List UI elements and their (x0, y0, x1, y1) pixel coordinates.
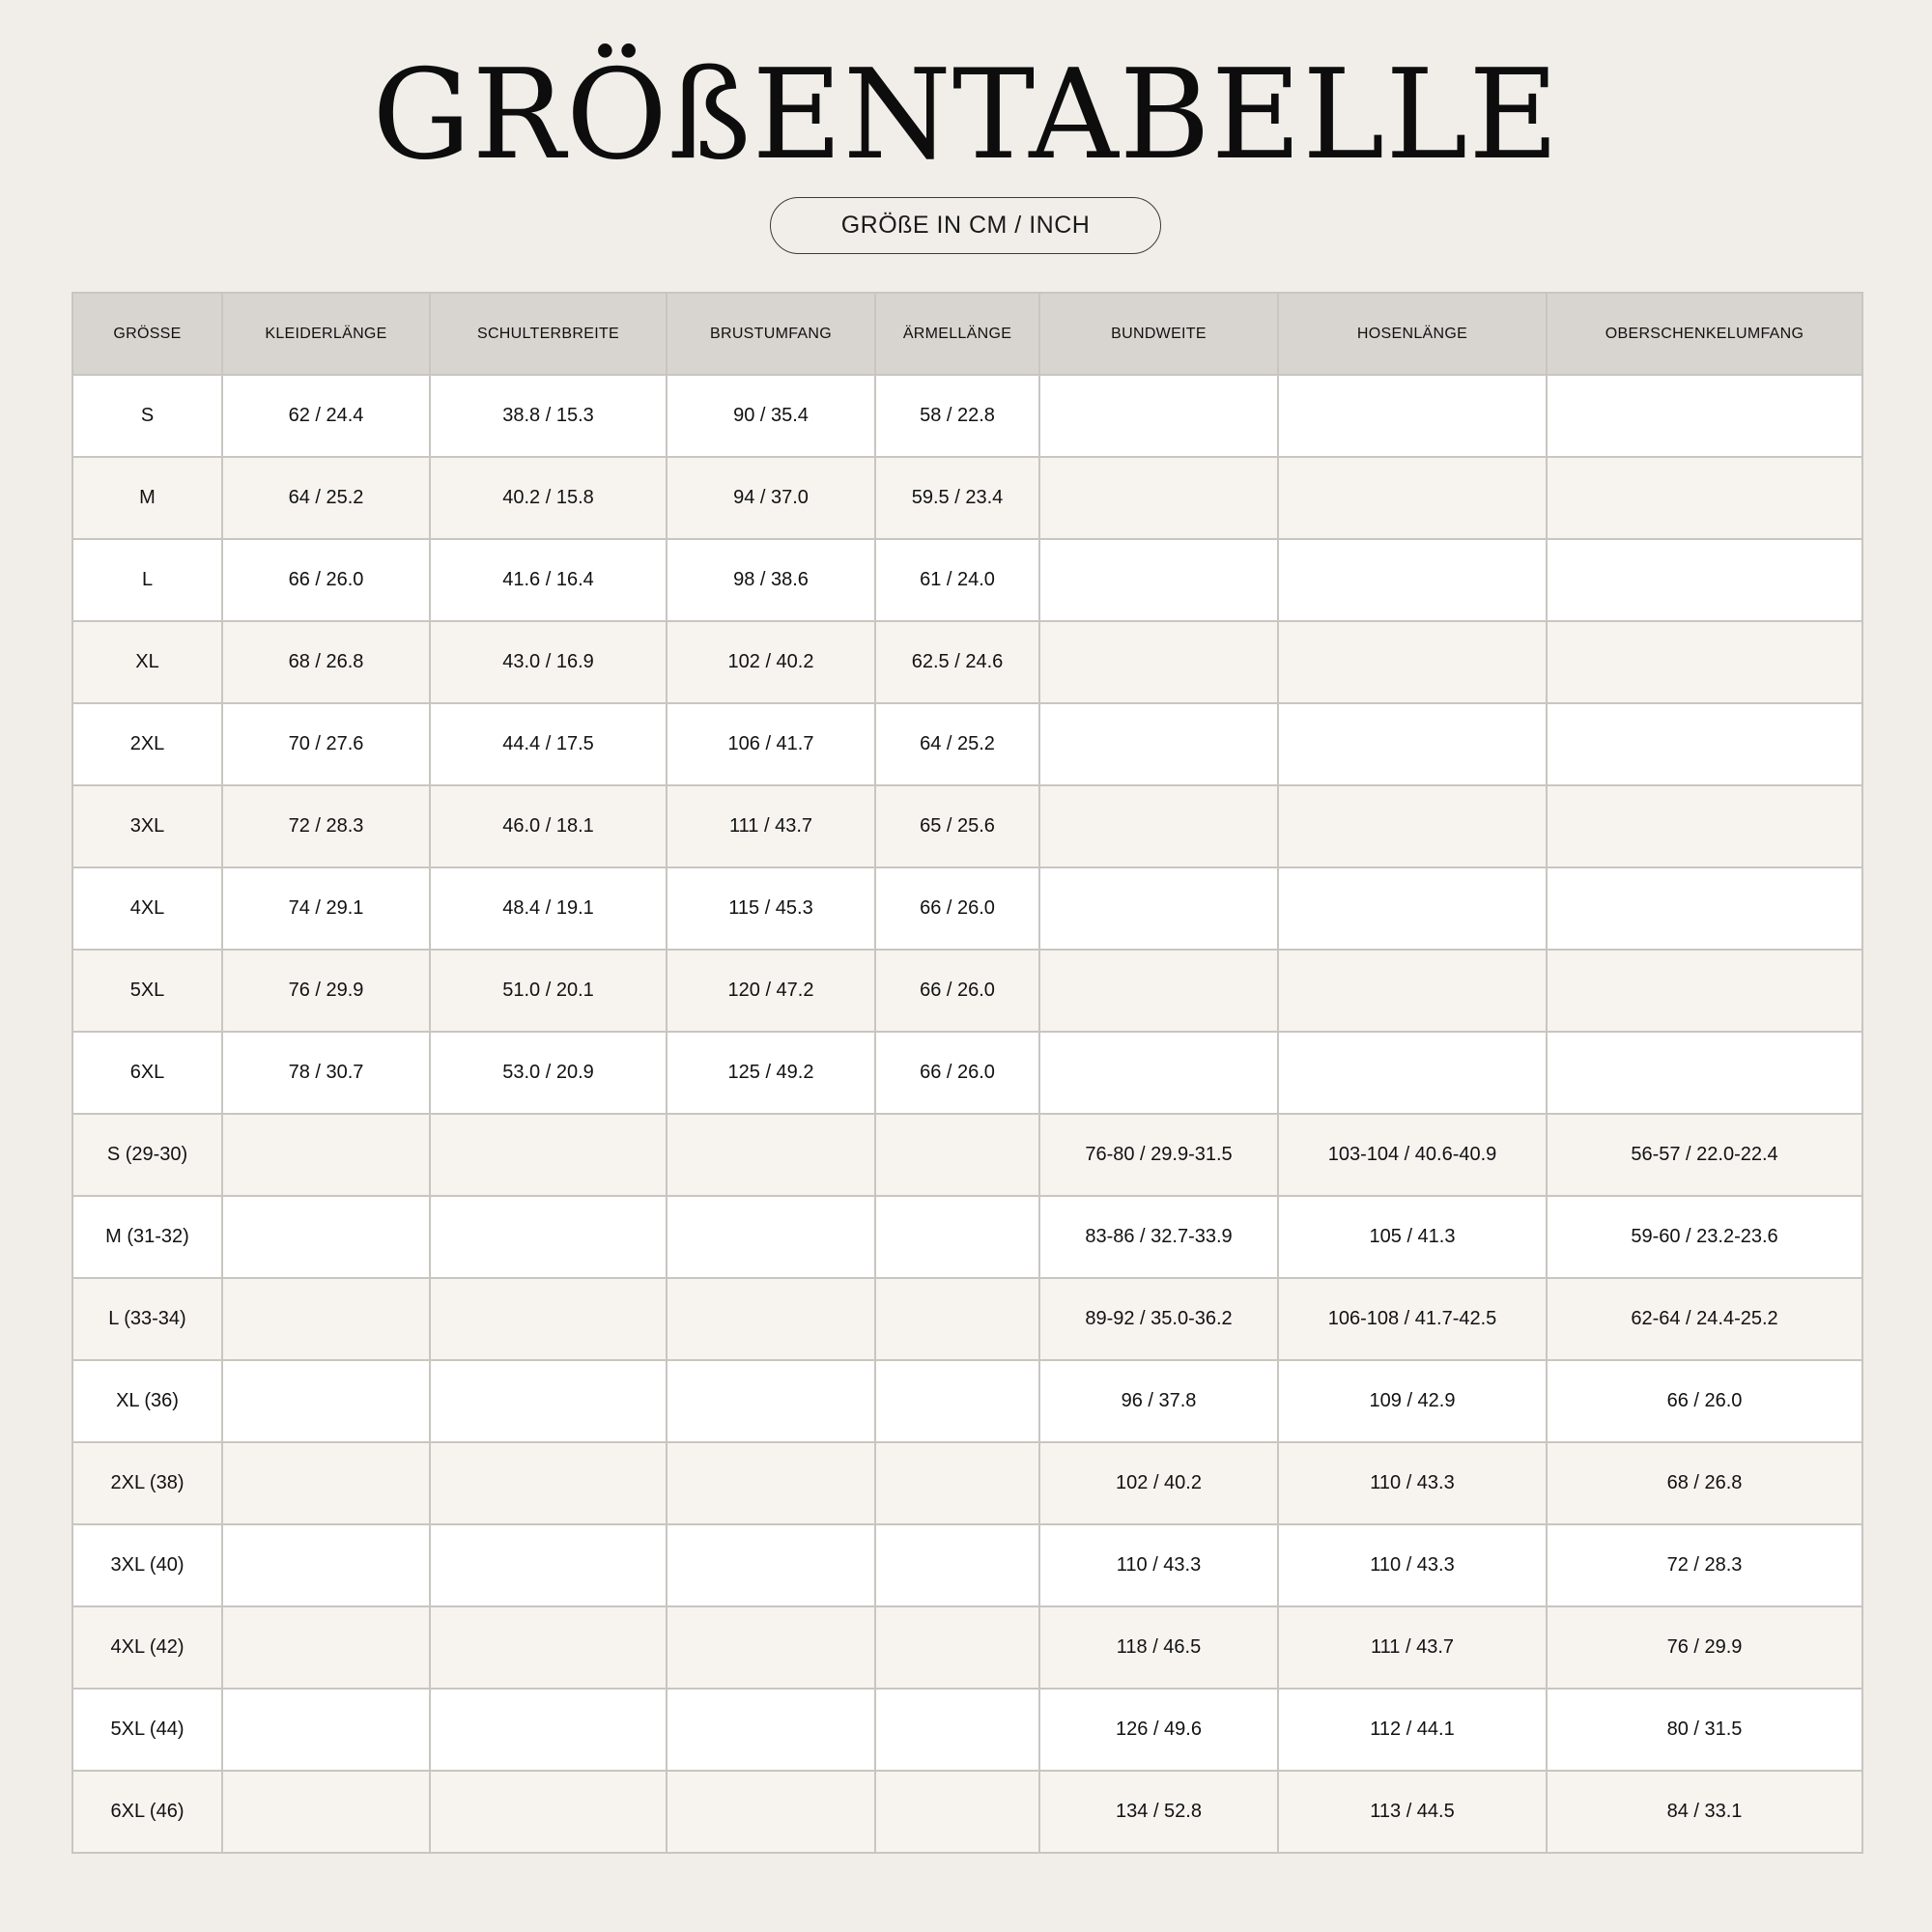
measurement-cell: 61 / 24.0 (875, 539, 1039, 621)
measurement-cell: 62-64 / 24.4-25.2 (1547, 1278, 1862, 1360)
measurement-cell (1547, 457, 1862, 539)
measurement-cell: 105 / 41.3 (1278, 1196, 1547, 1278)
size-cell: 5XL (44) (72, 1689, 222, 1771)
measurement-cell (430, 1360, 667, 1442)
page-title: GRÖßENTABELLE (372, 43, 1560, 187)
measurement-cell: 110 / 43.3 (1278, 1524, 1547, 1606)
size-cell: S (72, 375, 222, 457)
measurement-cell: 62 / 24.4 (222, 375, 430, 457)
measurement-cell (1547, 950, 1862, 1032)
measurement-cell (1278, 457, 1547, 539)
header-thigh: OBERSCHENKELUMFANG (1547, 293, 1862, 375)
header-shoulder-width: SCHULTERBREITE (430, 293, 667, 375)
size-cell: 2XL (38) (72, 1442, 222, 1524)
size-cell: 3XL (72, 785, 222, 867)
measurement-cell: 64 / 25.2 (875, 703, 1039, 785)
measurement-cell: 89-92 / 35.0-36.2 (1039, 1278, 1278, 1360)
measurement-cell (667, 1196, 875, 1278)
table-row (72, 1114, 1862, 1196)
measurement-cell (222, 1524, 430, 1606)
table-row (72, 867, 1862, 950)
table-row (72, 1196, 1862, 1278)
header-dress-length: KLEIDERLÄNGE (222, 293, 430, 375)
measurement-cell (222, 1771, 430, 1853)
measurement-cell (430, 1196, 667, 1278)
measurement-cell (875, 1360, 1039, 1442)
size-cell: S (29-30) (72, 1114, 222, 1196)
measurement-cell: 125 / 49.2 (667, 1032, 875, 1114)
table-row (72, 1032, 1862, 1114)
table-body (72, 375, 1862, 1853)
measurement-cell (222, 1360, 430, 1442)
measurement-cell (430, 1524, 667, 1606)
measurement-cell (1039, 375, 1278, 457)
measurement-cell (667, 1442, 875, 1524)
measurement-cell (667, 1689, 875, 1771)
measurement-cell: 112 / 44.1 (1278, 1689, 1547, 1771)
measurement-cell (667, 1771, 875, 1853)
measurement-cell: 98 / 38.6 (667, 539, 875, 621)
table-row (72, 1278, 1862, 1360)
measurement-cell (1278, 785, 1547, 867)
measurement-cell (1547, 621, 1862, 703)
measurement-cell (1039, 457, 1278, 539)
unit-label-badge: GRÖßE IN CM / INCH (770, 197, 1161, 254)
measurement-cell: 96 / 37.8 (1039, 1360, 1278, 1442)
measurement-cell: 110 / 43.3 (1278, 1442, 1547, 1524)
measurement-cell: 43.0 / 16.9 (430, 621, 667, 703)
table-row (72, 375, 1862, 457)
header-row (72, 293, 1862, 375)
measurement-cell: 66 / 26.0 (875, 1032, 1039, 1114)
measurement-cell: 38.8 / 15.3 (430, 375, 667, 457)
measurement-cell (222, 1689, 430, 1771)
measurement-cell (1547, 375, 1862, 457)
header-waist: BUNDWEITE (1039, 293, 1278, 375)
measurement-cell: 46.0 / 18.1 (430, 785, 667, 867)
measurement-cell (430, 1771, 667, 1853)
measurement-cell: 51.0 / 20.1 (430, 950, 667, 1032)
table-row (72, 950, 1862, 1032)
table-row (72, 539, 1862, 621)
measurement-cell (1039, 539, 1278, 621)
measurement-cell (875, 1606, 1039, 1689)
measurement-cell (875, 1689, 1039, 1771)
size-cell: 6XL (72, 1032, 222, 1114)
size-table (71, 292, 1863, 1854)
measurement-cell: 102 / 40.2 (1039, 1442, 1278, 1524)
header-sleeve-length: ÄRMELLÄNGE (875, 293, 1039, 375)
size-cell: L (33-34) (72, 1278, 222, 1360)
measurement-cell: 74 / 29.1 (222, 867, 430, 950)
measurement-cell: 106 / 41.7 (667, 703, 875, 785)
header-bust: BRUSTUMFANG (667, 293, 875, 375)
measurement-cell: 66 / 26.0 (1547, 1360, 1862, 1442)
measurement-cell (667, 1606, 875, 1689)
size-cell: 2XL (72, 703, 222, 785)
measurement-cell: 68 / 26.8 (222, 621, 430, 703)
size-cell: 4XL (72, 867, 222, 950)
table-row (72, 1689, 1862, 1771)
measurement-cell: 78 / 30.7 (222, 1032, 430, 1114)
measurement-cell: 66 / 26.0 (222, 539, 430, 621)
measurement-cell (875, 1278, 1039, 1360)
measurement-cell: 84 / 33.1 (1547, 1771, 1862, 1853)
measurement-cell: 59.5 / 23.4 (875, 457, 1039, 539)
measurement-cell (1039, 703, 1278, 785)
measurement-cell (430, 1606, 667, 1689)
measurement-cell: 65 / 25.6 (875, 785, 1039, 867)
size-cell: XL (72, 621, 222, 703)
measurement-cell (222, 1278, 430, 1360)
measurement-cell (1547, 867, 1862, 950)
measurement-cell: 109 / 42.9 (1278, 1360, 1547, 1442)
measurement-cell (875, 1771, 1039, 1853)
measurement-cell: 76-80 / 29.9-31.5 (1039, 1114, 1278, 1196)
measurement-cell (430, 1689, 667, 1771)
measurement-cell (1278, 1032, 1547, 1114)
measurement-cell (875, 1442, 1039, 1524)
measurement-cell (1039, 785, 1278, 867)
measurement-cell: 66 / 26.0 (875, 950, 1039, 1032)
measurement-cell (1039, 867, 1278, 950)
measurement-cell (1547, 539, 1862, 621)
measurement-cell (1039, 1032, 1278, 1114)
measurement-cell (1278, 375, 1547, 457)
measurement-cell: 70 / 27.6 (222, 703, 430, 785)
measurement-cell (875, 1114, 1039, 1196)
measurement-cell (1278, 539, 1547, 621)
measurement-cell: 103-104 / 40.6-40.9 (1278, 1114, 1547, 1196)
measurement-cell (875, 1196, 1039, 1278)
measurement-cell: 118 / 46.5 (1039, 1606, 1278, 1689)
measurement-cell (1039, 950, 1278, 1032)
measurement-cell: 111 / 43.7 (1278, 1606, 1547, 1689)
measurement-cell: 58 / 22.8 (875, 375, 1039, 457)
measurement-cell: 94 / 37.0 (667, 457, 875, 539)
measurement-cell: 111 / 43.7 (667, 785, 875, 867)
size-cell: XL (36) (72, 1360, 222, 1442)
measurement-cell: 64 / 25.2 (222, 457, 430, 539)
size-cell: 3XL (40) (72, 1524, 222, 1606)
measurement-cell: 62.5 / 24.6 (875, 621, 1039, 703)
measurement-cell (1278, 621, 1547, 703)
measurement-cell (1278, 703, 1547, 785)
size-cell: M (72, 457, 222, 539)
table-row (72, 703, 1862, 785)
table-row (72, 1606, 1862, 1689)
header-size: GRÖSSE (72, 293, 222, 375)
measurement-cell (1278, 950, 1547, 1032)
measurement-cell (1278, 867, 1547, 950)
size-cell: 5XL (72, 950, 222, 1032)
measurement-cell: 90 / 35.4 (667, 375, 875, 457)
measurement-cell: 68 / 26.8 (1547, 1442, 1862, 1524)
size-cell: 4XL (42) (72, 1606, 222, 1689)
table-row (72, 457, 1862, 539)
measurement-cell: 56-57 / 22.0-22.4 (1547, 1114, 1862, 1196)
measurement-cell (1039, 621, 1278, 703)
measurement-cell (222, 1114, 430, 1196)
measurement-cell (430, 1114, 667, 1196)
measurement-cell: 53.0 / 20.9 (430, 1032, 667, 1114)
measurement-cell: 110 / 43.3 (1039, 1524, 1278, 1606)
size-cell: 6XL (46) (72, 1771, 222, 1853)
measurement-cell (222, 1606, 430, 1689)
measurement-cell: 40.2 / 15.8 (430, 457, 667, 539)
measurement-cell (222, 1442, 430, 1524)
header-pants-length: HOSENLÄNGE (1278, 293, 1547, 375)
measurement-cell (1547, 703, 1862, 785)
measurement-cell: 72 / 28.3 (1547, 1524, 1862, 1606)
measurement-cell: 106-108 / 41.7-42.5 (1278, 1278, 1547, 1360)
measurement-cell: 48.4 / 19.1 (430, 867, 667, 950)
measurement-cell: 59-60 / 23.2-23.6 (1547, 1196, 1862, 1278)
measurement-cell (430, 1442, 667, 1524)
measurement-cell (1547, 785, 1862, 867)
measurement-cell: 76 / 29.9 (222, 950, 430, 1032)
table-row (72, 1442, 1862, 1524)
measurement-cell: 72 / 28.3 (222, 785, 430, 867)
measurement-cell: 102 / 40.2 (667, 621, 875, 703)
measurement-cell: 41.6 / 16.4 (430, 539, 667, 621)
measurement-cell (667, 1278, 875, 1360)
measurement-cell: 113 / 44.5 (1278, 1771, 1547, 1853)
measurement-cell (222, 1196, 430, 1278)
measurement-cell (875, 1524, 1039, 1606)
table-row (72, 621, 1862, 703)
measurement-cell: 126 / 49.6 (1039, 1689, 1278, 1771)
measurement-cell (1547, 1032, 1862, 1114)
table-row (72, 1524, 1862, 1606)
measurement-cell (667, 1360, 875, 1442)
table-row (72, 1360, 1862, 1442)
table-row (72, 785, 1862, 867)
size-cell: L (72, 539, 222, 621)
measurement-cell (430, 1278, 667, 1360)
measurement-cell: 76 / 29.9 (1547, 1606, 1862, 1689)
measurement-cell: 83-86 / 32.7-33.9 (1039, 1196, 1278, 1278)
measurement-cell: 120 / 47.2 (667, 950, 875, 1032)
measurement-cell (667, 1524, 875, 1606)
measurement-cell: 66 / 26.0 (875, 867, 1039, 950)
measurement-cell: 44.4 / 17.5 (430, 703, 667, 785)
table-row (72, 1771, 1862, 1853)
size-cell: M (31-32) (72, 1196, 222, 1278)
measurement-cell: 134 / 52.8 (1039, 1771, 1278, 1853)
table-header (72, 293, 1862, 375)
measurement-cell (667, 1114, 875, 1196)
measurement-cell: 80 / 31.5 (1547, 1689, 1862, 1771)
measurement-cell: 115 / 45.3 (667, 867, 875, 950)
